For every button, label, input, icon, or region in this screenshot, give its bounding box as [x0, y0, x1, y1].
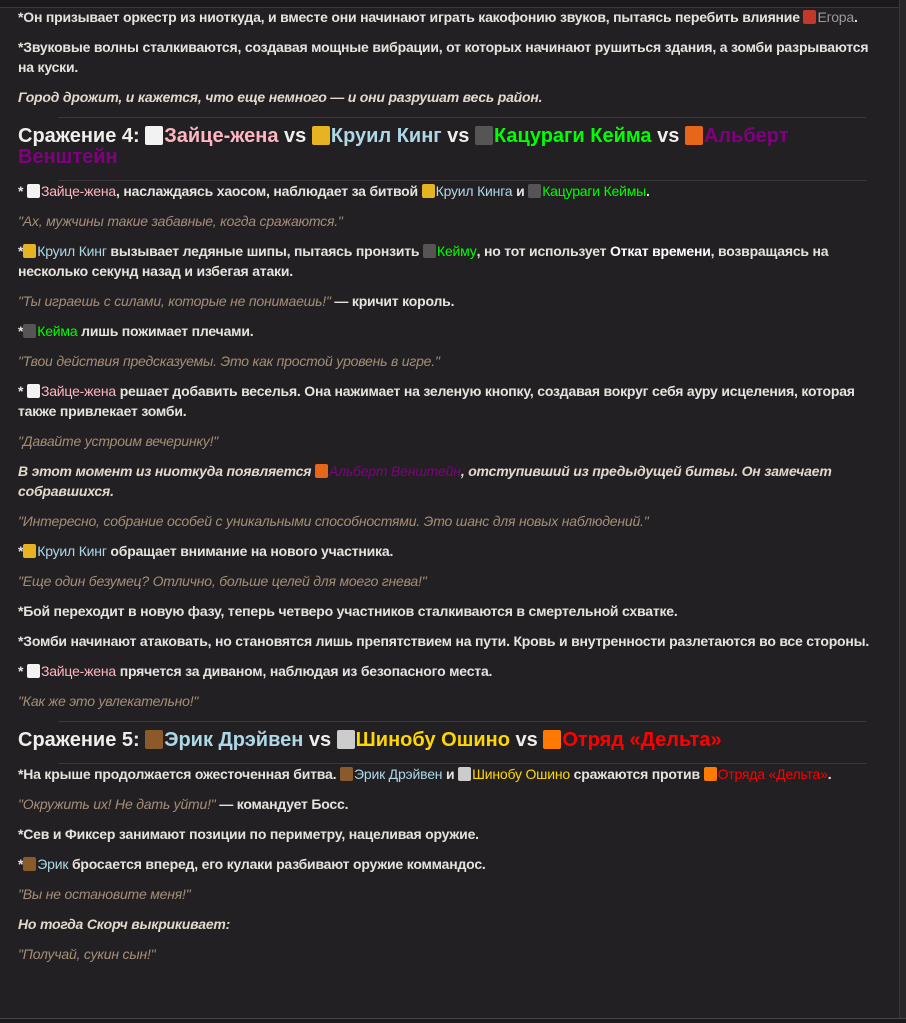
gamepad-icon — [423, 244, 436, 258]
text-segment: *На крыше продолжается ожесточенная битва. — [18, 766, 340, 782]
crown-icon — [312, 126, 330, 145]
character-name: Отряд «Дельта» — [562, 729, 722, 751]
crown-icon — [23, 544, 36, 558]
character-name: Кацураги Кеймы — [542, 183, 647, 199]
text-segment: *Звуковые волны сталкиваются, создавая мощные вибрации, от которых начинают рушиться здания, а зомби разрываются на куски. — [18, 39, 869, 75]
story-paragraph — [18, 241, 876, 281]
text-segment: * — [18, 243, 24, 259]
text-segment: Сражение 4: — [18, 125, 146, 147]
story-paragraph — [18, 601, 876, 621]
character-name: Кацураги Кейма — [493, 125, 652, 147]
quote-paragraph — [18, 691, 876, 711]
character-name: Круил Кинга — [435, 183, 513, 199]
quote-paragraph — [18, 571, 876, 591]
eagle-icon — [145, 730, 163, 749]
text-segment: "Вы не остановите меня!" — [18, 886, 191, 902]
text-segment: vs — [278, 125, 312, 147]
text-segment: вызывает ледяные шипы, пытаясь пронзить — [106, 243, 424, 259]
narration-paragraph — [18, 461, 876, 501]
character-name: Зайце-жена — [40, 383, 116, 399]
bottom-bar — [0, 1018, 906, 1023]
crown-icon — [23, 244, 36, 258]
character-name: Эрик — [37, 856, 69, 872]
narration-paragraph — [18, 914, 876, 934]
text-segment: * — [18, 183, 27, 199]
quote-paragraph — [18, 211, 876, 231]
text-segment: vs — [651, 125, 685, 147]
text-segment: *Сев и Фиксер занимают позиции по периметру, нацеливая оружие. — [18, 826, 479, 842]
battle-heading — [18, 730, 876, 751]
story-paragraph — [18, 631, 876, 651]
quote-paragraph — [18, 944, 876, 964]
text-segment: Но тогда Скорч выкрикивает: — [18, 916, 231, 932]
gamepad-icon — [475, 126, 493, 145]
character-name: Эрик Дрэйвен — [354, 766, 443, 782]
text-segment: , возвращаясь на несколько секунд назад и избегая атаки. — [18, 243, 829, 279]
character-name: Эрик Дрэйвен — [164, 729, 304, 751]
story-paragraph — [18, 291, 876, 311]
text-segment: Город дрожит, и кажется, что еще немного — и они разрушат весь район. — [18, 89, 543, 105]
text-segment: Сражение 5: — [18, 729, 146, 751]
quote-paragraph — [18, 884, 876, 904]
character-name: Круил Кинг — [37, 543, 107, 559]
text-segment: сражаются против — [569, 766, 704, 782]
bat-icon — [337, 730, 355, 749]
character-name: Кейма — [37, 323, 78, 339]
story-paragraph — [18, 824, 876, 844]
character-name: Шинобу Ошино — [472, 766, 570, 782]
divider — [58, 721, 866, 722]
text-segment: . — [646, 183, 650, 199]
character-name: Шинобу Ошино — [355, 729, 510, 751]
octopus-icon — [315, 464, 328, 478]
story-paragraph — [18, 764, 876, 784]
text-segment: * — [18, 663, 27, 679]
text-segment: * — [18, 323, 24, 339]
text-segment: . — [853, 9, 858, 25]
text-segment: "Ах, мужчины такие забавные, когда сражаются." — [18, 213, 343, 229]
text-segment: * — [18, 856, 24, 872]
fire-icon — [543, 730, 561, 749]
story-paragraph — [18, 381, 876, 421]
bold-text: Откат времени — [609, 243, 711, 259]
text-segment: . — [827, 766, 832, 782]
text-segment: "Получай, сукин сын!" — [18, 946, 156, 962]
text-segment: *Он призывает оркестр из ниоткуда, и вместе они начинают играть какофонию звуков, пытаясь перебить влияние — [18, 9, 804, 25]
rabbit-icon — [27, 184, 40, 198]
text-segment: "Как же это увлекательно!" — [18, 693, 199, 709]
text-segment: , отступивший из предыдущей битвы. Он замечает собравшихся. — [18, 463, 832, 499]
text-segment: "Давайте устроим вечеринку!" — [18, 433, 219, 449]
character-name: Альберт Венштейн — [329, 463, 461, 479]
text-segment: и — [442, 766, 459, 782]
text-segment: лишь пожимает плечами. — [77, 323, 254, 339]
quote-paragraph — [18, 511, 876, 531]
octopus-icon — [685, 126, 703, 145]
divider — [58, 117, 866, 118]
gamepad-icon — [528, 184, 541, 198]
quote-text: "Ты играешь с силами, которые не понимаешь!" — [18, 293, 331, 309]
character-name: Круил Кинг — [37, 243, 107, 259]
rabbit-icon — [27, 664, 40, 678]
eagle-icon — [340, 767, 353, 781]
story-paragraph — [18, 181, 876, 201]
battle-heading — [18, 126, 876, 168]
story-paragraph — [18, 541, 876, 561]
character-name: Зайце-жена — [164, 125, 279, 147]
character-name: Зайце-жена — [40, 183, 116, 199]
story-paragraph — [18, 661, 876, 681]
text-segment: "Еще один безумец? Отлично, больше целей для моего гнева!" — [18, 573, 427, 589]
text-segment: — командует Босс. — [215, 796, 349, 812]
story-paragraph — [18, 794, 876, 814]
story-paragraph — [18, 854, 876, 874]
text-segment: и — [512, 183, 529, 199]
character-name: Егора — [817, 9, 854, 25]
text-segment: *Бой переходит в новую фазу, теперь четверо участников сталкиваются в смертельной схватке. — [18, 603, 678, 619]
character-name: Отряда «Дельта» — [717, 766, 828, 782]
character-name: Зайце-жена — [40, 663, 116, 679]
text-segment: "Твои действия предсказуемы. Это как простой уровень в игре." — [18, 353, 440, 369]
text-segment: "Интересно, собрание особей с уникальными способностями. Это шанс для новых наблюдений." — [18, 513, 649, 529]
quote-paragraph — [18, 431, 876, 451]
bat-icon — [458, 767, 471, 781]
fire-icon — [704, 767, 717, 781]
text-segment: бросается вперед, его кулаки разбивают оружие коммандос. — [68, 856, 486, 872]
character-name: Альберт Венштейн — [18, 125, 789, 168]
story-paragraph — [18, 37, 876, 77]
text-segment: обращает внимание на нового участника. — [106, 543, 394, 559]
character-name: Круил Кинг — [330, 125, 442, 147]
text-segment: В этот момент из ниоткуда появляется — [18, 463, 316, 479]
scrollbar[interactable] — [899, 0, 906, 1023]
character-name: Кейму — [437, 243, 477, 259]
text-segment: * — [18, 383, 27, 399]
gamepad-icon — [23, 324, 36, 338]
rabbit-icon — [27, 384, 40, 398]
text-segment: , наслаждаясь хаосом, наблюдает за битвой — [116, 183, 422, 199]
text-segment: — кричит король. — [330, 293, 455, 309]
text-segment: решает добавить веселья. Она нажимает на зеленую кнопку, создавая вокруг себя ауру исцеления, которая также привлекает зомби. — [18, 383, 855, 419]
crown-icon — [422, 184, 435, 198]
text-segment: vs — [441, 125, 475, 147]
guitar-icon — [803, 10, 816, 24]
story-paragraph — [18, 321, 876, 341]
text-segment: * — [18, 543, 24, 559]
text-segment: vs — [509, 729, 544, 751]
quote-text: "Окружить их! Не дать уйти!" — [18, 796, 216, 812]
text-segment: *Зомби начинают атаковать, но становятся лишь препятствием на пути. Кровь и внутренности разлетаются во все стороны. — [18, 633, 870, 649]
text-segment: vs — [303, 729, 337, 751]
story-content — [18, 7, 876, 974]
narration-paragraph — [18, 87, 876, 107]
rabbit-icon — [145, 126, 163, 145]
text-segment: прячется за диваном, наблюдая из безопасного места. — [116, 663, 493, 679]
eagle-icon — [23, 857, 36, 871]
quote-paragraph — [18, 351, 876, 371]
story-paragraph — [18, 7, 876, 27]
text-segment: , но тот использует — [476, 243, 610, 259]
